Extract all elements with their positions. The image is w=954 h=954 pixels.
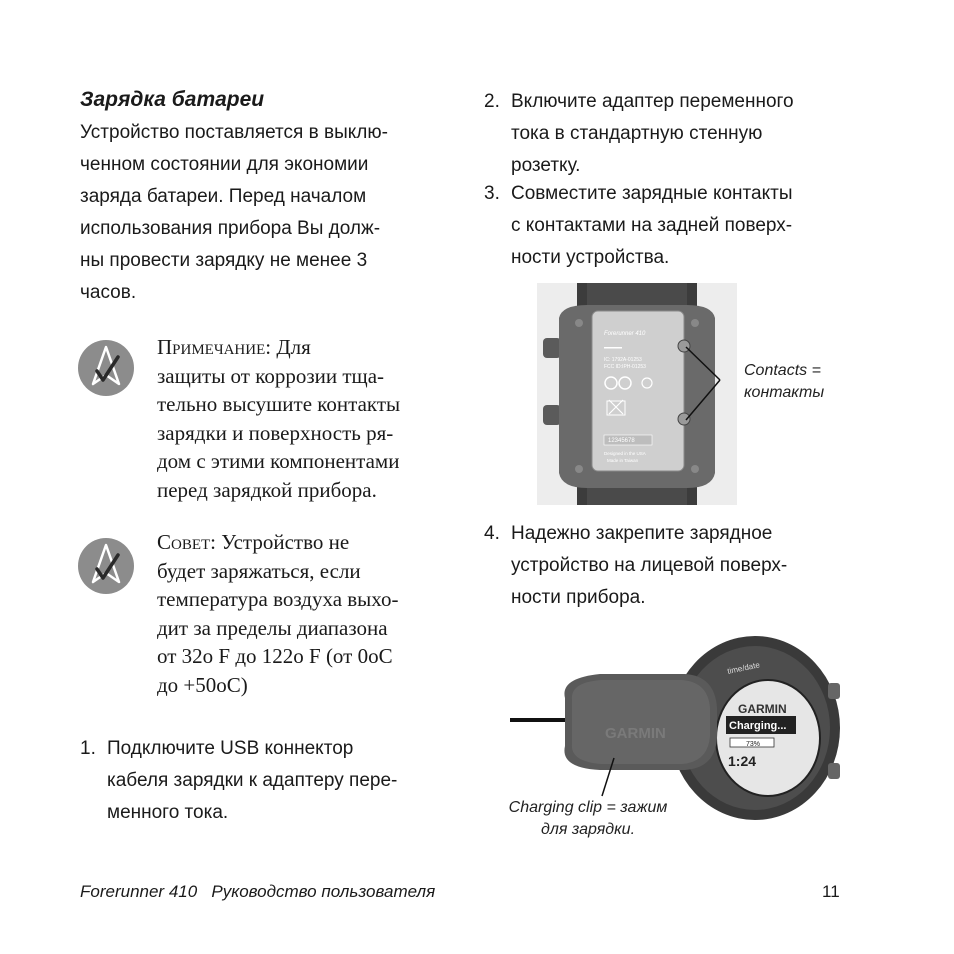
tip-block (157, 528, 447, 699)
note-block (157, 333, 447, 504)
note-line: зарядки и поверхность ря- (157, 420, 394, 445)
tip-line: до +50oC) (157, 672, 248, 697)
tip-line: от 32o F до 122o F (от 0oC (157, 644, 393, 668)
back-id-text: IC: 1792A-01253 (604, 357, 642, 363)
intro-line: Устройство поставляется в выклю- (80, 122, 388, 143)
back-id-text: FCC ID:IPH-01253 (604, 364, 646, 370)
step-line: розетку. (511, 155, 581, 176)
step-line: Подключите USB коннектор (107, 738, 354, 759)
step-number: 4. (484, 523, 500, 544)
step-line: Надежно закрепите зарядное (511, 523, 773, 544)
screen-time: 1:24 (728, 753, 757, 769)
clip-caption (488, 797, 688, 841)
step-line: Совместите зарядные контакты (511, 183, 793, 204)
intro-line: заряда батареи. Перед началом (80, 186, 367, 207)
step-number: 1. (80, 738, 96, 759)
step-line: с контактами на задней поверх- (511, 215, 793, 236)
step-2 (484, 86, 864, 182)
screen-status: Charging... (729, 720, 787, 732)
note-check-icon (78, 340, 134, 396)
step-4 (484, 518, 864, 614)
note-line: дом с этими компонентами (157, 449, 400, 473)
note-label: Примечание (157, 335, 266, 359)
back-made-text: Designed in the USA (604, 451, 646, 456)
intro-line: ченном состоянии для экономии (80, 154, 369, 175)
step-3 (484, 178, 864, 274)
tip-line: температура воздуха выхо- (157, 587, 399, 611)
step-number: 3. (484, 183, 500, 204)
tip-line: дит за пределы диапазона (157, 615, 388, 640)
step-line: Включите адаптер переменного (511, 91, 794, 112)
step-line: тока в стандартную стенную (511, 123, 763, 144)
step-line: менного тока. (107, 802, 229, 823)
page-number: 11 (822, 882, 840, 901)
note-line: тельно высушите контакты (157, 392, 401, 416)
step-line: устройство на лицевой поверх- (511, 555, 788, 576)
intro-line: ны провести зарядку не менее 3 (80, 250, 368, 271)
clip-brand: GARMIN (605, 725, 666, 742)
contacts-callout-lines (680, 335, 750, 425)
step-number: 2. (484, 91, 500, 112)
tip-line: будет заряжаться, если (157, 558, 361, 583)
footer-title: Forerunner 410 Руководство пользователя (80, 882, 436, 901)
caption-line: Contacts = (744, 362, 821, 379)
step-1 (80, 733, 460, 829)
contacts-caption (744, 360, 824, 404)
step-line: ности прибора. (511, 587, 646, 608)
section-heading: Зарядка батареи (80, 88, 265, 111)
note-line: защиты от коррозии тща- (157, 363, 385, 388)
screen-brand: GARMIN (738, 702, 787, 716)
intro-line: часов. (80, 282, 137, 303)
note-first-line: : Для (265, 335, 311, 359)
caption-line: для зарядки. (540, 821, 636, 838)
intro-line: использования прибора Вы долж- (80, 218, 381, 239)
screen-percent: 73% (746, 741, 761, 748)
bezel-label: time/date (726, 660, 761, 676)
step-line: ности устройства. (511, 247, 670, 268)
caption-line: Charging clip = зажим (508, 799, 668, 816)
tip-first-line: : Устройство не (210, 530, 350, 554)
back-serial-text: 12345678 (608, 438, 635, 444)
tip-check-icon (78, 538, 134, 594)
tip-label: Совет (157, 530, 211, 554)
caption-line: контакты (744, 384, 825, 401)
intro-paragraph (80, 117, 450, 309)
back-brand-text: Forerunner 410 (604, 331, 646, 337)
step-line: кабеля зарядки к адаптеру пере- (107, 770, 398, 791)
note-line: перед зарядкой прибора. (157, 477, 377, 502)
back-made-text: Made in Taiwan (607, 458, 639, 463)
